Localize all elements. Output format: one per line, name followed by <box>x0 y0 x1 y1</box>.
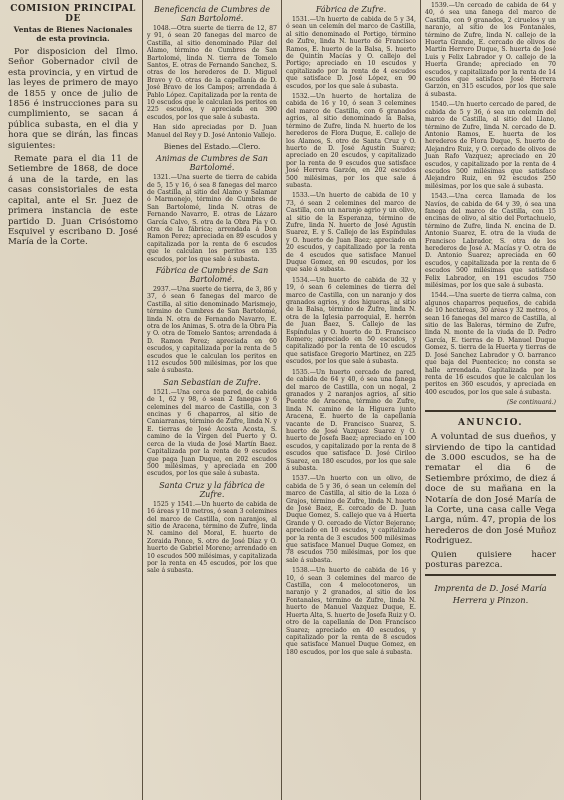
appraisers-note: Han sido apreciadas por D. Juan Manuel del Rey y D. José Antonio Vallejo. <box>147 124 277 139</box>
section-heading: Santa Cruz y la fábrica de Zufre. <box>159 480 265 499</box>
divider <box>425 410 556 412</box>
lot-entry: 1540.—Un huerto cercado de pared, de cabida de 5 y 36, ó sea un celemín del marco de Castilla, al sitio del Llano, término de Zufre, linda N. cercado de D. Antonio Ramos, E. huerta de los herederos de Flora Duque, S. huerto de Alejandro Ruiz, y O. cercado de olivos de Juan Rafo Vazquez; apreciado en 20 escudos, y capitalizado por la renta de 4 escudos 500 milésimas que satisface Alejandro Ruiz, en 92 escudos 250 milésimas, por los que sale á subasta. <box>425 101 556 190</box>
commission-title: COMISION PRINCIPAL DE <box>10 4 136 24</box>
lot-entry: 1544.—Una suerte de tierra calma, con algunos chaparros pequeños, de cabida de 10 hectáreas, 30 áreas y 32 metros, ó sean 16 fanegas del marco de Castilla, al sitio de las Baleras, término de Zufre, linda N. monte de la viuda de D. Pedro García, E. tierras de D. Manuel Duque Gomez, S. tierra de la Huerta y tierras de D. José Sanchez Labrador y O. barranco que baja del Puentecico; no consta se halle arrendada. Capitalizada por la renta de 16 escudos que le calculan los peritos en 360 escudos, y apreciada en 400 escudos, por los que sale á subasta. <box>425 292 556 396</box>
anuncio-paragraph-1: A voluntad de sus dueños, y sirviendo de tipo la cantidad de 3.000 escudos, se ha de rematar el dia 6 de Setiembre próximo, de diez á doce de su mañana en la Notaría de don José María de la Corte, una casa calle Vega Larga, núm. 47, propia de los herederos de don José Muñoz Rodriguez. <box>425 432 556 547</box>
continues-note: (Se continuará.) <box>506 399 556 407</box>
intro-paragraph-2: Remate para el dia 11 de Setiembre de 1868, de doce á una de la tarde, en las casas consistoriales de esta capital, ante el Sr. Juez de primera instancia de este partido D. Juan Crisóstomo Esquivel y escribano D. José María de la Corte. <box>8 154 138 248</box>
lot-entry: 1533.—Un huerto de cabida de 10 y 73, ó sean 2 celemines del marco de Castilla, con un naranjo agrio y un olivo, al sitio de la Esperanza, término de Zufre, linda N. huerto de José Agustín Suarez, E. y S. Callejo de las Espíndulas y O. huerto de Juan Baez; apreciado en 20 escudos, y capitalizado por la renta de 4 escudos que satisface Manuel Duque Gomez, en 90 escudos, por los que sale á subasta. <box>286 192 416 274</box>
lot-entry: 1537.—Un huerto con un olivo, de cabida de 5 y 36, ó sean un celemín del marco de Castilla, al sitio de la Loza ó Grajos, término de Zufre, linda N. huerto de José Baez, E. cercado de D. Juan Duque Gomez, S. callejo que va á Huerta Grande y O. cercado de Víctor Bejerano; apreciado en 10 escudos, y capitalizado por la renta de 3 escudos 500 milésimas que satisface Manuel Duque Gomez, en 78 escudos 750 milésimas, por los que sale á subasta. <box>286 475 416 564</box>
lot-entry: 1521.—Una cerca de pared, de cabida de 1, 62 y 98, ó sean 2 fanegas y 6 celemines del marco de Castilla, con 3 encinas y 6 chaparros, al sitio de Caniarranas, término de Zufre, linda N. y E. tierras de José Acosta Acosta, S. camino de la Vírgen del Puerto y O. cerca de la viuda de José Martín Baez. Capitalizada por la renta de 9 escudos que paga Juan Duque, en 202 escudos 500 milésimas, y apreciada en 200 escudos, por los que sale á subasta. <box>147 388 277 478</box>
lot-entry: 1538.—Un huerto de cabida de 16 y 10, ó sean 3 celemines del marco de Castilla, con 4 melocotoneros, un naranjo y 2 granados, al sitio de los Fontanales, término de Zufre, linda N. huerto de Manuel Vazquez Duque, E. Huerta Alta, S. huerto de Josefa Ruiz y O. otro de la capellanía de Don Francisco Suarez; apreciado en 40 escudos, y capitalizado por la renta de 8 escudos que satisface Manuel Duque Gomez, en 180 escudos, por los que sale á subasta. <box>286 567 416 656</box>
column-1 <box>4 0 143 800</box>
lot-entry: 1532.—Un huerto de hortaliza de cabida de 16 y 10, ó sean 3 celemines del marco de Castilla, con 6 granados agrios, al sitio denominado la Balsa, término de Zufre, linda N. huerto de los herederos de Flora Duque, E. callejo de los Alamos, S. otro de Santa Cruz y O. huerto de D. José Agustín Suarez; apreciado en 20 escudos, y capitalizado por la renta de 9 escudos que satisface José Herrera Garzón, en 202 escudos 500 milésimas, por los que sale á subasta. <box>286 93 416 189</box>
commission-subtitle: Ventas de Bienes Nacionales de esta provincia. <box>13 25 133 43</box>
divider <box>425 574 556 576</box>
lot-entry: 1048.—Otra suerte de tierra de 12, 87 y 91, ó sean 20 fanegas del marco de Castilla, al sitio denominado Pilar del Alamo, término de Cumbres de San Bartolomé, linda N. tierra de Tomelo Santos, E. otras de Fernando Sanchez, S. otras de los herederos de D. Miguel Bravo y O. otras de la capellanía de D. José Bravo de los Campos; arrendada á Pablo López. Capitalizada por la renta de 10 escudos que le calculan los peritos en 225 escudos, y apreciada en 390 escudos, por los que sale á subasta. <box>147 25 277 121</box>
lot-entry: 1525 y 1541.—Un huerto de cabida de 16 áreas y 10 metros, ó sean 3 celemines del marco de Castilla, con naranjos, al sitio de Aracena, término de Zufre, linda N. camino del Moral, E. huerto de Zoraida Ponce, S. otro de José Díaz y O. huerto de Gabriel Moreno; arrendado en 10 escudos 500 milésimas, y capitalizada por la renta en 45 escudos, por los que sale á subasta. <box>147 500 277 575</box>
intro-paragraph-1: Por disposicion del Ilmo. Señor Gobernador civil de esta provincia, y en virtud de las leyes de primero de mayo de 1855 y once de julio de 1856 é instrucciones para su cumplimiento, se sacan á pública subasta, en el dia y hora que se dirán, las fincas siguientes: <box>8 47 138 151</box>
anuncio-body <box>425 432 556 570</box>
column-2 <box>143 0 282 800</box>
section-heading: Fábrica de Zufre. <box>315 5 387 14</box>
column-4 <box>421 0 560 800</box>
lot-entry: 1539.—Un cercado de cabida de 64 y 40, ó sea una fanega del marco de Castilla, con 9 granados, 2 ciruelos y un naranjo, al sitio de los Fontanales, término de Zufre, linda N. callejo de la Huerta Grande, E. cercado de olivos de Martín Herrero Duque, S. huerta de José Luis y Felix Labrador y O. callejo de la Huerta Grande; apreciado en 70 escudos, y capitalizado por la renta de 14 escudos que satisface José Herrera Garzón, en 315 escudos, por los que sale á subasta. <box>425 2 556 98</box>
section-heading: San Sebastian de Zufre. <box>163 377 261 387</box>
anuncio-heading: ANUNCIO. <box>457 418 524 429</box>
section-heading: Beneficencia de Cumbres de San Bartolomé. <box>154 5 270 23</box>
printer-imprint: Imprenta de D. José María Herrera y Pinzon. <box>434 583 547 606</box>
column-3 <box>282 0 421 800</box>
lot-entry: 1531.—Un huerto de cabida de 5 y 34, ó sean un celemín del marco de Castilla, al sitio denominado el Portigo, término de Zufre, linda N. huerto de Francisco Ramos, E. huerto de la Balsa, S. huerto de Quintín Macías y O. callejo del Portigo; apreciado en 10 escudos y capitalizado por la renta de 4 escudos que satisface D. José López, en 90 escudos, por los que sale á subasta. <box>286 16 416 90</box>
section-heading: Fábrica de Cumbres de San Bartolomé. <box>155 265 269 284</box>
lot-entry: 1534.—Un huerto de cabida de 32 y 19, ó sean 6 celemines de tierra del marco de Castilla, con un naranjo y dos granados agrios, y dos higueras, al sitio de la Balsa, término de Zufre, linda N. otra de la Iglesia parroquial, E. herrón de Juan Baez, S. Callejo de las Espíndulas y O. huerto de D. Francisco Romero; apreciado en 50 escudos, y capitalizado por la renta de 10 escudos que satisface Gregorio Martinez, en 225 escudos, por los que sale á subasta. <box>286 276 416 366</box>
category-heading: Bienes del Estado.—Clero. <box>163 142 261 152</box>
lot-entry: 2937.—Una suerte de tierra, de 3, 86 y 37, ó sean 6 fanegas del marco de Castilla, al sitio denominado Marismejo, término de Cumbres de San Bartolomé, linda N. otra de Fernando Navarro, E. otra de los Animas, S. otra de la Obra Pía y O. otra de Tomelo Santos; arrendada á D. Ramon Perez; apreciada en 60 escudos, y capitalizada por la renta de 5 escudos que le calculan los peritos en 112 escudos 500 milésimas, por los que sale á subasta. <box>147 285 277 375</box>
anuncio-paragraph-2: Quien quisiere hacer posturas parezca. <box>425 549 556 570</box>
section-heading: Animas de Cumbres de San Bartolomé. <box>156 154 268 173</box>
lot-entry: 1321.—Una suerte de tierra de cabida de 5, 15 y 16, ó sea 8 fanegas del marco de Castilla, al sitio del Alamo y Salamar ó Marmonejo, término de Cumbres de San Bartolomé, linda N. otras de Fernando Navarro, E. otras de Lázaro García Calvo, S. otra de la Obra Pía y O. otra de la fábrica; arrendada á Don Ramon Perez; apreciada en 89 escudos y capitalizada por la renta de 6 escudos que le calculan los peritos en 135 escudos, por los que sale á subasta. <box>147 174 277 263</box>
lot-entry: 1535.—Un huerto cercado de pared, de cabida de 64 y 40, ó sea una fanega del marco de Castilla, con un nogal, 2 granados y 2 naranjos agrios, al sitio Puente de Aracena, término de Zufre, linda N. camino de la Higuera junto Aracena, E. huerto de la capellanía vacante de D. Francisco Suarez, S. huerto de José Vazquez Suarez y O. huerto de Josefa Baez; apreciado en 100 escudos, y capitalizado por la renta de 8 escudos que satisface D. José Ciriloo Suarez, en 180 escudos, por los que sale á subasta. <box>286 368 416 472</box>
lot-entry: 1543.—Una cerca llamada de los Navíos, de cabida de 64 y 39, ó sea una fanega del marco de Castilla, con 15 encinas de olivo, al sitio del Portachuelo, término de Zufre, linda N. encina de D. Antonio Suarez, E. otra de la viuda de Francisco Labrador, S. otra de los herederos de José A. Macías y O. otra de D. Antonio Suarez; apreciada en 60 escudos, y capitalizada por la renta de 6 escudos 500 milésimas que satisface Felix Labrador, en 191 escudos 750 milésimas, por los que sale á subasta. <box>425 193 556 290</box>
